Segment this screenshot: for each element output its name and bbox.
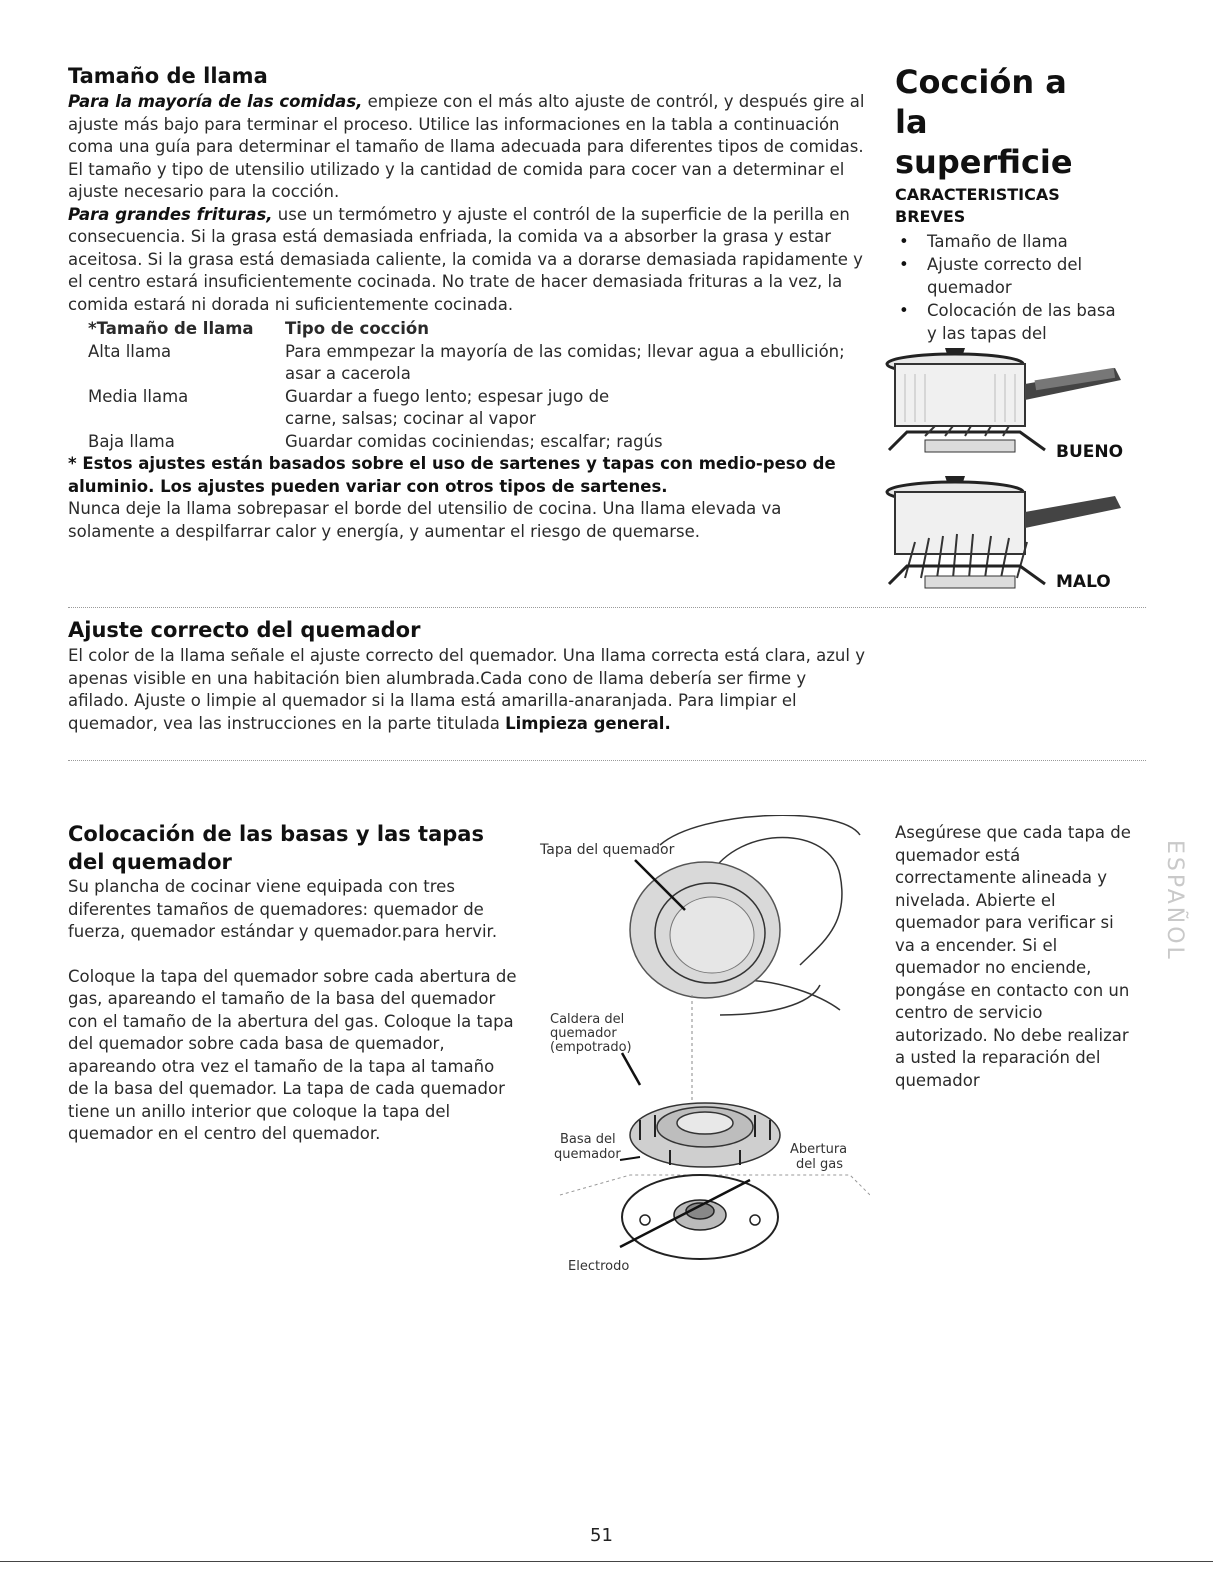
burner-placement-paragraph-1: Su plancha de cocinar viene equipada con tres diferentes tamaños de quemadores: quemador de fuerza, quemador estándar y quemador.para hervir. — [68, 877, 498, 941]
flame-size-paragraph-2 — [68, 204, 866, 317]
sidebar-bullet: • Tamaño de llama — [895, 230, 1135, 253]
flame-size-p1-lead: Para la mayoría de las comidas, — [68, 92, 363, 111]
burner-adjust-text: El color de la llama señale el ajuste correcto del quemador. Una llama correcta está clara, azul y apenas visible en una habitación bien alumbrada.Cada cono de llama debería ser firme y afilado. Ajuste o limpie al quemador si la llama está amarilla-anaranjada. Para limpiar el quemador, vea las instrucciones en la parte titulada — [68, 646, 865, 733]
sidebar-bullet: • Ajuste correcto del quemador — [895, 253, 1097, 299]
section-divider — [68, 760, 1146, 761]
pan-good-illustration — [885, 340, 1135, 470]
burner-placement-heading: Colocación de las basas y las tapas del quemador — [68, 822, 484, 874]
table-header-type: Tipo de cocción — [285, 319, 429, 338]
label-burner-bowl-2: quemador — [550, 1026, 617, 1041]
flame-size-heading: Tamaño de llama — [68, 64, 268, 88]
burner-placement-paragraph-2: Coloque la tapa del quemador sobre cada abertura de gas, apareando el tamaño de la basa del quemador con el tamaño de la abertura del gas. Coloque la tapa del quemador sobre cada basa de quemador, apareando otra vez el tamaño de la tapa al tamaño de la basa del quemador. La tapa de cada quemador tiene un anillo interior que coloque la tapa del quemador en el centro del quemador. — [68, 966, 517, 1143]
table-cell-size: Media llama — [88, 386, 189, 406]
label-good: BUENO — [1056, 442, 1124, 462]
label-gas-opening-2: del gas — [796, 1157, 843, 1172]
flame-size-note: Nunca deje la llama sobrepasar el borde del utensilio de cocina. Una llama elevada va solamente a despilfarrar calor y energía, y aumentar el riesgo de quemarse. — [68, 499, 782, 541]
label-gas-opening-1: Abertura — [790, 1142, 848, 1157]
burner-check-paragraph: Asegúrese que cada tapa de quemador está correctamente alineada y nivelada. Abierte el quemador para verificar si va a encender. Si el quemador no enciende, pongáse en contacto con un centro de servicio autorizado. No debe realizar a usted la reparación del quemador — [895, 823, 1131, 1090]
table-cell-size: Alta llama — [88, 341, 172, 361]
cleaning-reference: Limpieza general. — [505, 713, 671, 733]
sidebar-subtitle: CARACTERISTICAS BREVES — [895, 185, 1060, 226]
sidebar-bullet: • Colocación de las basa y las tapas del — [895, 299, 1127, 345]
flame-size-table — [88, 318, 858, 453]
flame-size-p1-text: empieze con el más alto ajuste de contról, y después gire al ajuste más bajo para terminar el proceso. Utilice las informaciones en la tabla a continuación coma una guía para determinar el tamaño de llama adecuada para diferentes tipos de comidas. El tamaño y tipo de utensilio utilizado y la cantidad de comida para cocer van a determinar el ajuste necesario para la cocción. — [68, 92, 865, 201]
burner-diagram — [540, 815, 870, 1280]
page-number: 51 — [590, 1525, 613, 1546]
language-side-tab: ESPAÑOL — [1162, 840, 1187, 962]
burner-adjust-heading: Ajuste correcto del quemador — [68, 618, 421, 642]
label-bad: MALO — [1056, 572, 1111, 592]
section-divider — [68, 607, 1146, 608]
burner-placement-section — [68, 820, 518, 1146]
label-burner-base-2: quemador — [554, 1147, 621, 1162]
burner-adjust-paragraph — [68, 645, 868, 735]
flame-size-p2-text: use un termómetro y ajuste el contról de la superficie de la perilla en consecuencia. Si la grasa está demasiada enfriada, la comida va a absorber la grasa y estar aceitosa. Si la grasa está demasiada caliente, la comida va a dorarse demasiada rapidamente y el centro estará insuficientemente cocinada. No trate de hacer demasiada frituras a la vez, la comida estará ni dorada ni suficientemente cocinada. — [68, 204, 863, 314]
label-burner-base-1: Basa del — [560, 1132, 616, 1147]
sidebar-bullet-list — [895, 230, 1135, 345]
flame-size-paragraph-1 — [68, 91, 866, 204]
table-cell-type: Guardar comidas cociniendas; escalfar; ragús — [285, 431, 663, 451]
flame-size-section — [68, 64, 866, 543]
label-burner-bowl-3: (empotrado) — [550, 1040, 632, 1055]
flame-size-p2-lead: Para grandes frituras, — [68, 204, 273, 224]
table-cell-type: Guardar a fuego lento; espesar jugo de carne, salsas; cocinar al vapor — [285, 386, 610, 428]
label-burner-bowl-1: Caldera del — [550, 1012, 625, 1027]
table-cell-size: Baja llama — [88, 431, 175, 451]
table-cell-type: Para emmpezar la mayoría de las comidas; llevar agua a ebullición; asar a cacerola — [285, 341, 845, 383]
label-electrode: Electrodo — [568, 1259, 630, 1274]
sidebar-title: Cocción a la superficie — [895, 63, 1073, 181]
pan-bad-illustration — [885, 472, 1135, 602]
table-header-size: *Tamaño de llama — [88, 319, 254, 338]
bottom-rule — [0, 1561, 1213, 1562]
sidebar — [895, 62, 1145, 345]
burner-adjust-section — [68, 618, 868, 735]
label-burner-cap: Tapa del quemador — [540, 842, 675, 858]
flame-size-note-bold: * Estos ajustes están basados sobre el uso de sartenes y tapas con medio-peso de aluminio. Los ajustes pueden variar con otros tipos de sartenes. — [68, 454, 836, 496]
